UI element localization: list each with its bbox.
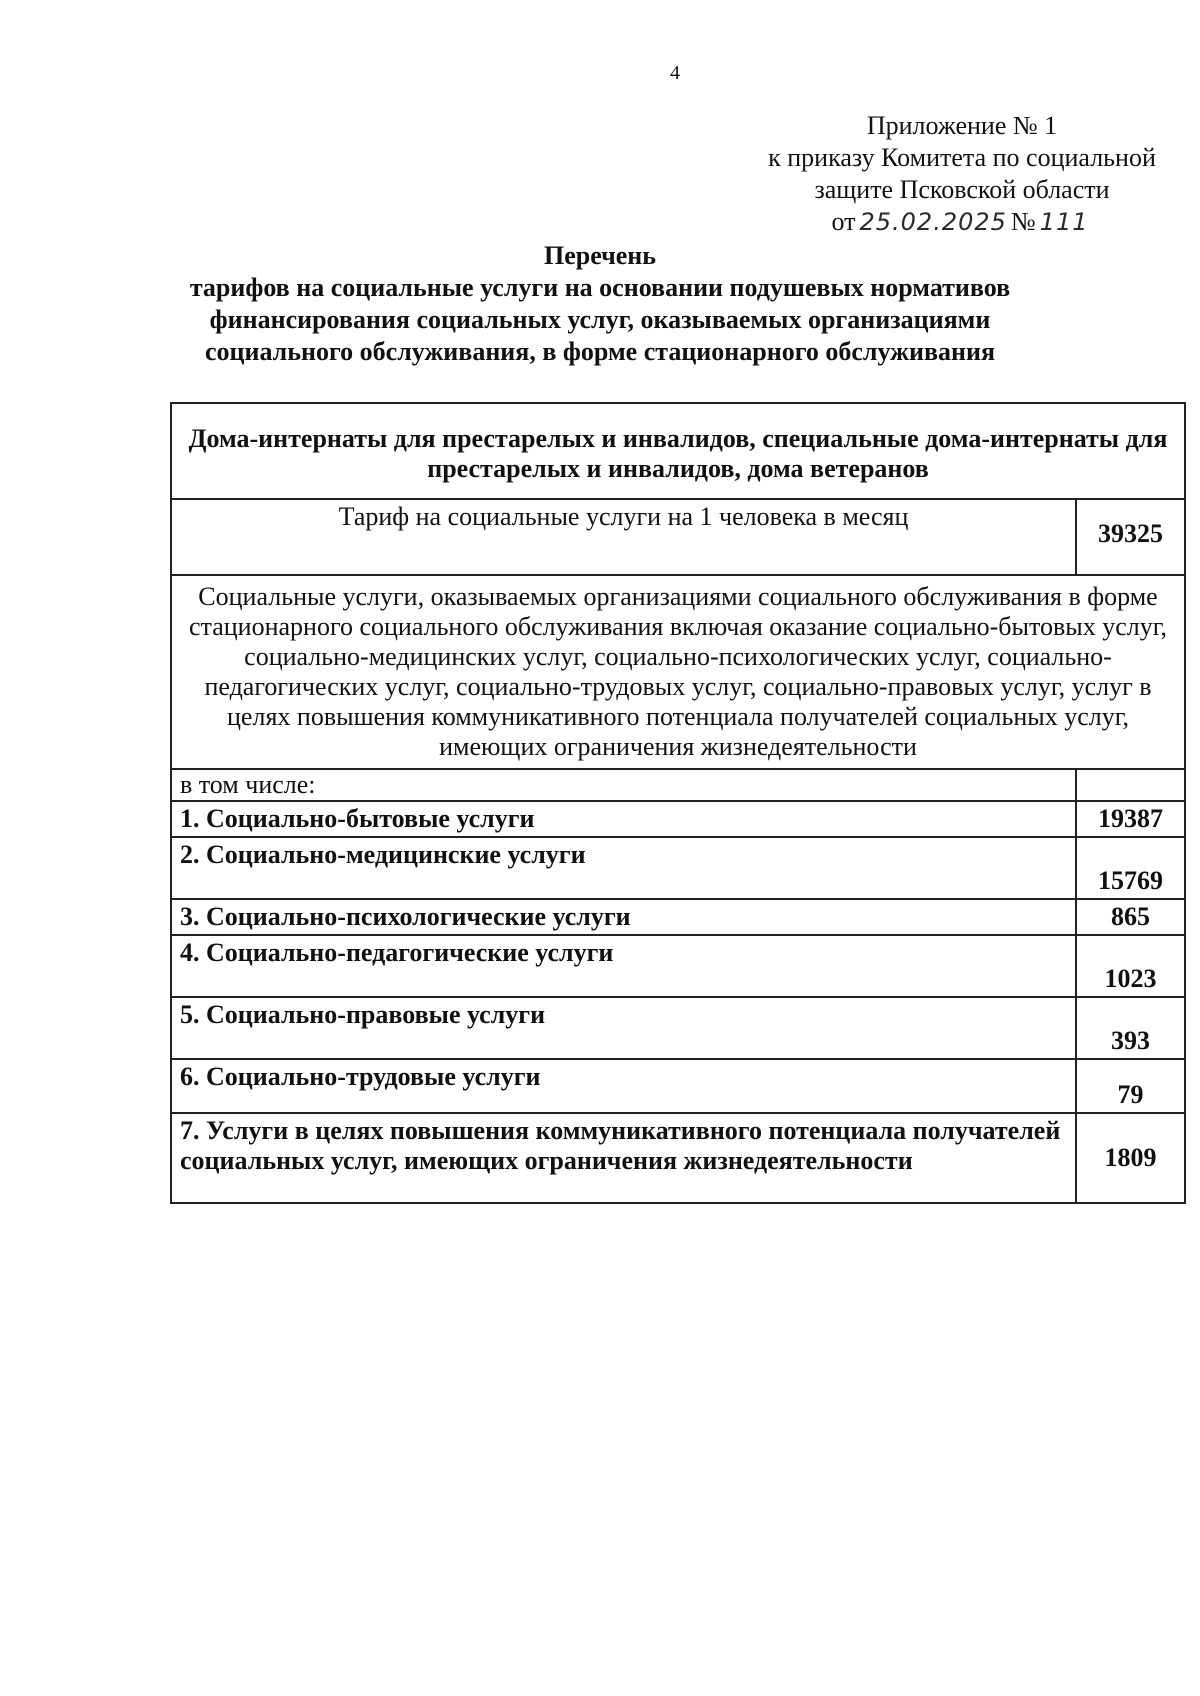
service-name: 4. Социально-педагогические услуги (171, 935, 1076, 997)
tariffs-table (170, 402, 1186, 1204)
including-row (171, 769, 1185, 801)
service-value: 865 (1076, 899, 1185, 935)
date-prefix: от (831, 207, 856, 236)
including-label: в том числе: (171, 769, 1076, 801)
table-row (171, 801, 1185, 837)
service-value: 15769 (1076, 837, 1185, 899)
appendix-title: Приложение № 1 (866, 111, 1058, 140)
service-name: 6. Социально-трудовые услуги (171, 1059, 1076, 1113)
table-row (171, 837, 1185, 899)
service-name: 7. Услуги в целях повышения коммуникативного потенциала получателей социальных услуг, имеющих ограничения жизнедеятельности (171, 1113, 1076, 1203)
table-row (171, 899, 1185, 935)
table-row (171, 935, 1185, 997)
appendix-block (742, 110, 1182, 238)
institution-type-header: Дома-интернаты для престарелых и инвалидов, специальные дома-интернаты для престарелых и инвалидов, дома ветеранов (171, 403, 1185, 499)
service-value: 79 (1076, 1059, 1185, 1113)
description-row (171, 575, 1185, 769)
service-value: 393 (1076, 997, 1185, 1059)
tariff-value: 39325 (1076, 499, 1185, 575)
services-description: Социальные услуги, оказываемых организациями социального обслуживания в форме стационарного социального обслуживания включая оказание социально-бытовых услуг, социально-медицинских услуг, социально-психологических услуг, социально-педагогических услуг, социально-трудовых услуг, социально-правовых услуг, услуг в целях повышения коммуникативного потенциала получателей социальных услуг, имеющих ограничения жизнедеятельности (171, 575, 1185, 769)
number-sign: № (1010, 207, 1036, 236)
including-value-empty (1076, 769, 1185, 801)
title-line-2: тарифов на социальные услуги на основании подушевых нормативов (189, 273, 1011, 302)
appendix-order-ref: к приказу Комитета по социальной (768, 143, 1156, 172)
table-header-row (171, 403, 1185, 499)
service-value: 19387 (1076, 801, 1185, 837)
service-name: 5. Социально-правовые услуги (171, 997, 1076, 1059)
handwritten-number: 111 (1039, 208, 1089, 236)
service-name: 3. Социально-психологические услуги (171, 899, 1076, 935)
service-name: 2. Социально-медицинские услуги (171, 837, 1076, 899)
title-line-1: Перечень (543, 241, 657, 270)
title-line-3: финансирования социальных услуг, оказываемых организациями (209, 305, 991, 334)
service-value: 1809 (1076, 1113, 1185, 1203)
tariff-row (171, 499, 1185, 575)
service-name: 1. Социально-бытовые услуги (171, 801, 1076, 837)
table-row (171, 1059, 1185, 1113)
appendix-agency: защите Псковской области (814, 175, 1110, 204)
handwritten-date: 25.02.2025 (859, 208, 1007, 236)
document-title (30, 240, 1170, 368)
tariff-label: Тариф на социальные услуги на 1 человека в месяц (171, 499, 1076, 575)
table-row (171, 997, 1185, 1059)
page-number: 4 (670, 62, 680, 84)
title-line-4: социального обслуживания, в форме стационарного обслуживания (204, 337, 996, 366)
appendix-date-line (742, 206, 1182, 238)
table-row (171, 1113, 1185, 1203)
service-value: 1023 (1076, 935, 1185, 997)
